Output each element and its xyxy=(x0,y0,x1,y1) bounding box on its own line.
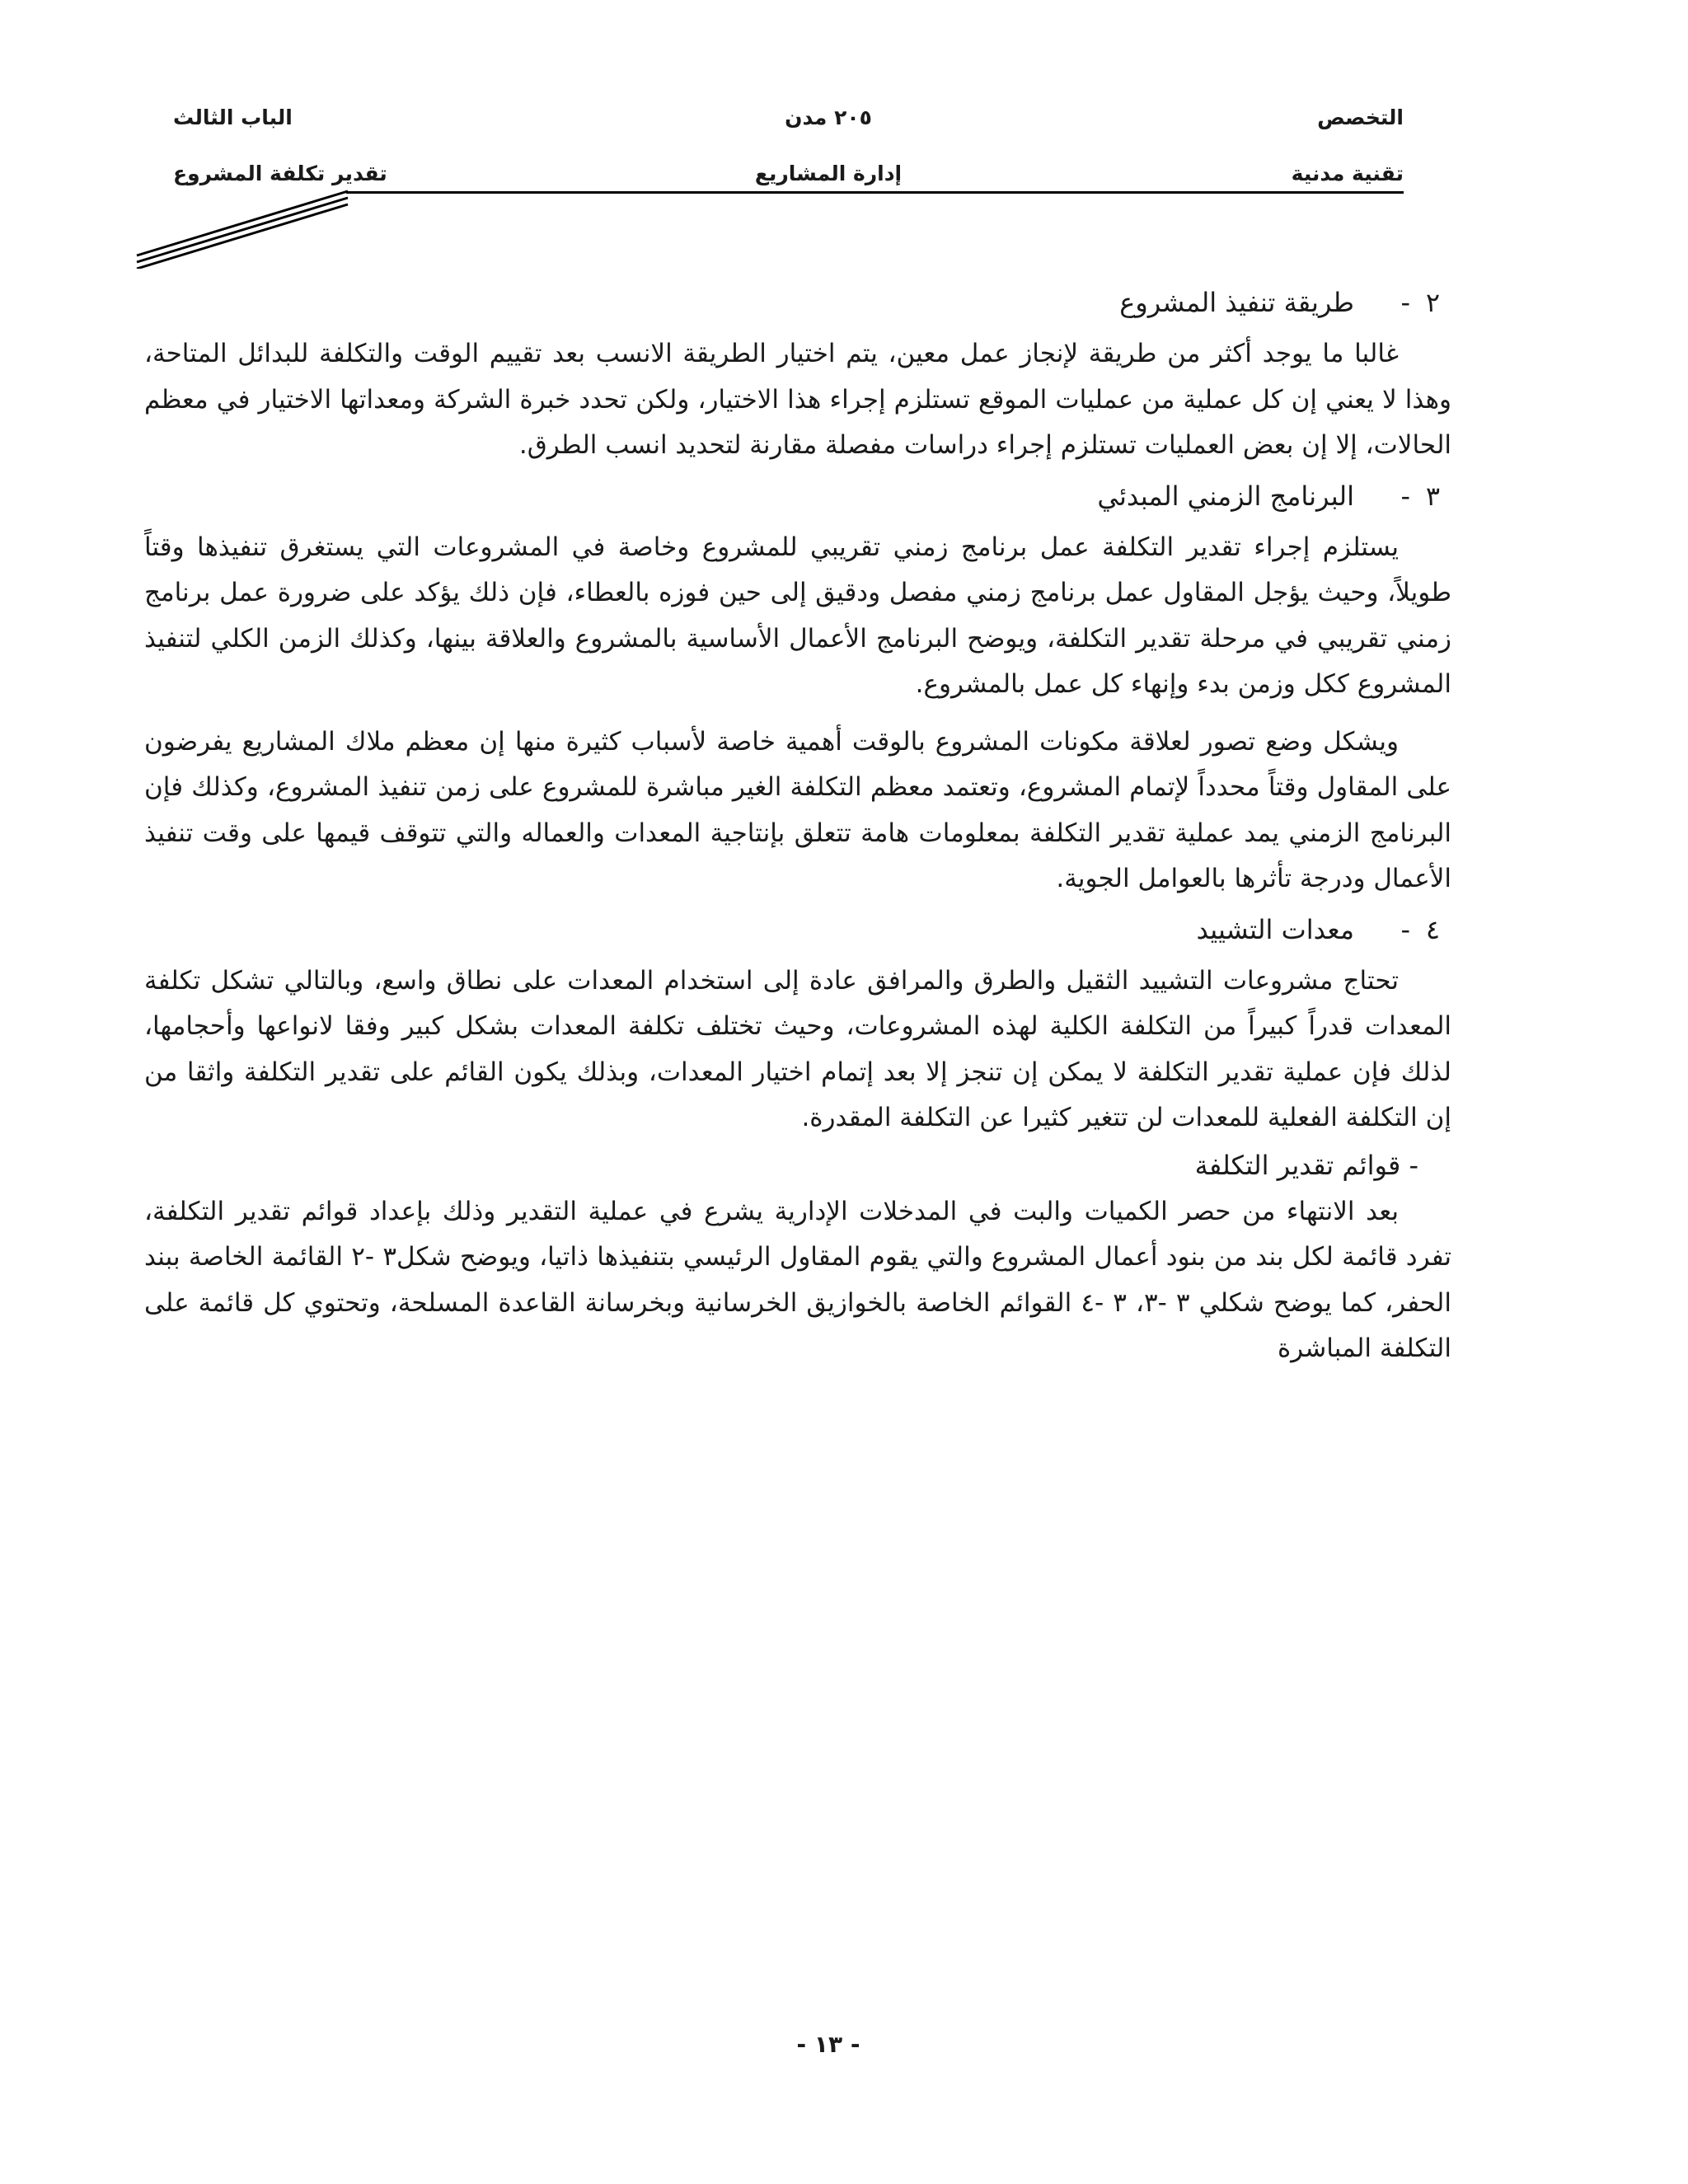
chapter-label: الباب الثالث xyxy=(173,105,293,129)
header-diagonal-rule xyxy=(132,186,379,269)
section-title: البرنامج الزمني المبدئي xyxy=(1097,480,1354,512)
paragraph: بعد الانتهاء من حصر الكميات والبت في المدخلات الإدارية يشرع في عملية التقدير وذلك بإعداد قوائم تقدير التكلفة، تفرد قائمة لكل بند من بنود أعمال المشروع والتي يقوم المقاول الرئيسي بتنفيذها ذاتيا، ويوضح شكل٣ -٢ القائمة الخاصة ببند الحفر، كما يوضح شكلي ٣ -٣، ٣ -٤ القوائم الخاصة بالخوازيق الخرسانية وبخرسانة القاعدة المسلحة، وتحتوي كل قائمة على التكلفة المباشرة xyxy=(144,1196,1451,1363)
section-title: طريقة تنفيذ المشروع xyxy=(1119,287,1354,318)
course-code: ٢٠٥ مدن xyxy=(785,105,872,129)
section-dash: - xyxy=(1400,287,1410,318)
section-title: معدات التشييد xyxy=(1196,913,1354,945)
specialty-label: التخصص xyxy=(1317,105,1404,129)
section-heading xyxy=(144,472,1451,520)
course-name: إدارة المشاريع xyxy=(754,162,903,185)
paragraph: تحتاج مشروعات التشييد الثقيل والطرق والمرافق عادة إلى استخدام المعدات على نطاق واسع، وبالتالي تشكل تكلفة المعدات قدراً كبيراً من التكلفة الكلية لهذه المشروعات، وحيث تختلف تكلفة المعدات بشكل كبير وفقا لانواعها وأحجامها، لذلك فإن عملية تقدير التكلفة لا يمكن إن تنجز إلا بعد إتمام اختيار المعدات، وبذلك يكون القائم على تقدير التكلفة واثقا من إن التكلفة الفعلية للمعدات لن تتغير كثيرا عن التكلفة المقدرة. xyxy=(144,965,1451,1132)
paragraph: ويشكل وضع تصور لعلاقة مكونات المشروع بالوقت أهمية خاصة لأسباب كثيرة منها إن معظم ملاك المشاريع يفرضون على المقاول وقتاً محدداً لإتمام المشروع، وتعتمد معظم التكلفة الغير مباشرة للمشروع على زمن تنفيذ المشروع، وكذلك فإن البرنامج الزمني يمد عملية تقدير التكلفة بمعلومات هامة تتعلق بإنتاجية المعدات والعماله والتي تتوقف قيمها على وقت تنفيذ الأعمال ودرجة تأثرها بالعوامل الجوية. xyxy=(144,726,1451,893)
page-number: - ١٣ - xyxy=(796,2031,860,2058)
paragraph: غالبا ما يوجد أكثر من طريقة لإنجاز عمل معين، يتم اختيار الطريقة الانسب بعد تقييم الوقت والتكلفة للبدائل المتاحة، وهذا لا يعني إن كل عملية من عمليات الموقع تستلزم إجراء هذا الاختيار، ولكن تحدد خبرة الشركة ومعداتها الاختيار في معظم الحالات، إلا إن بعض العمليات تستلزم إجراء دراسات مفصلة مقارنة لتحديد انسب الطرق. xyxy=(144,339,1451,460)
chapter-title: تقدير تكلفة المشروع xyxy=(173,162,387,185)
paragraph: يستلزم إجراء تقدير التكلفة عمل برنامج زمني تقريبي للمشروع وخاصة في المشروعات التي يستغرق تنفيذها وقتاً طويلاً، وحيث يؤجل المقاول عمل برنامج زمني مفصل ودقيق إلى حين فوزه بالعطاء، فإن ذلك يؤكد على ضرورة عمل برنامج زمني تقريبي في مرحلة تقدير التكلفة، ويوضح البرنامج الأعمال الأساسية بالمشروع والعلاقة بينها، وكذلك الزمن الكلي لتنفيذ المشروع ككل وزمن بدء وإنهاء كل عمل بالمشروع. xyxy=(144,532,1451,699)
section-number: ٣ xyxy=(1425,480,1440,512)
section-heading xyxy=(144,279,1451,326)
section-number: ٢ xyxy=(1425,287,1440,318)
section-dash: - xyxy=(1400,480,1410,512)
subsection-title: - قوائم تقدير التكلفة xyxy=(1194,1149,1418,1181)
header-rule xyxy=(346,191,1404,194)
section-heading xyxy=(144,906,1451,954)
section-number: ٤ xyxy=(1425,913,1440,945)
body-text xyxy=(144,275,1451,1372)
specialty-value: تقنية مدنية xyxy=(1291,162,1404,185)
section-dash: - xyxy=(1400,913,1410,945)
